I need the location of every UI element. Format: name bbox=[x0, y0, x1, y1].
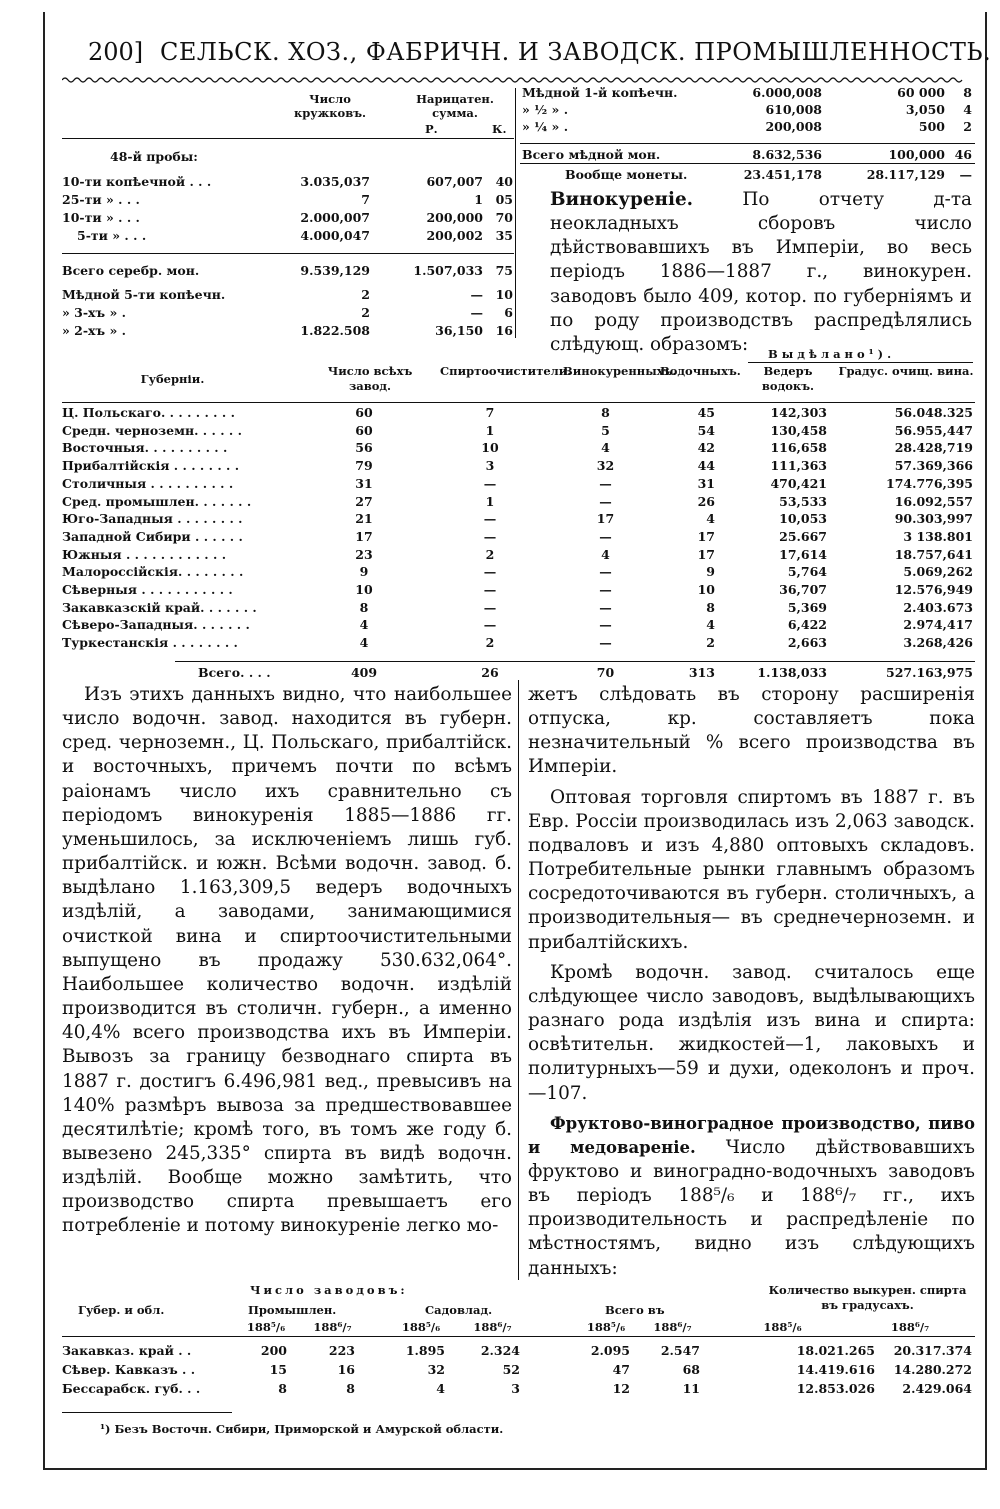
fruit-cell: 12 bbox=[612, 1381, 630, 1396]
distillery-cell: 32 bbox=[596, 458, 615, 474]
distillery-col-header: Спиртоочистители. bbox=[440, 364, 572, 378]
distillery-cell: 10,053 bbox=[779, 511, 827, 527]
coins-row-rub: — bbox=[470, 305, 483, 320]
distillery-cell: — bbox=[483, 475, 497, 491]
distillery-cell: 56 bbox=[355, 440, 373, 456]
fruit-col-region: Губер. и обл. bbox=[78, 1303, 165, 1317]
coins-row-rub: 1 bbox=[474, 192, 483, 207]
coins-right-row-kop: 4 bbox=[963, 102, 972, 117]
distillery-cell: 17 bbox=[697, 546, 715, 562]
distillery-group-rule bbox=[748, 362, 973, 363]
coins-right-row-label: » ½ » . bbox=[522, 102, 569, 117]
fruit-col-sad: Садовлад. bbox=[425, 1303, 493, 1317]
distillery-row-region: Западной Сибири . . . . . . bbox=[62, 528, 243, 544]
coins-row-rub: 1.507,033 bbox=[413, 263, 483, 278]
distillery-cell: — bbox=[599, 564, 612, 580]
distillery-row-region: Закавказскій край. . . . . . . bbox=[62, 599, 257, 615]
distillery-cell: — bbox=[483, 511, 497, 527]
coins-right-row-kop: 8 bbox=[963, 85, 972, 100]
coins-right-row-label: Вообще монеты. bbox=[565, 167, 688, 182]
distillery-cell: 4 bbox=[359, 635, 369, 651]
vinokurenie-heading: Винокуреніе. bbox=[550, 189, 694, 210]
distillery-cell: 79 bbox=[355, 458, 373, 474]
distillery-cell: 8 bbox=[706, 599, 715, 615]
coins-header-rule bbox=[62, 138, 514, 139]
distillery-cell: 4 bbox=[359, 617, 369, 633]
body-right-p4 bbox=[528, 1112, 975, 1281]
coins-row-kop: 70 bbox=[495, 210, 513, 225]
distillery-cell: — bbox=[599, 493, 612, 509]
coins-row-count: 4.000,047 bbox=[300, 228, 370, 243]
distillery-cell: 23 bbox=[355, 546, 373, 562]
distillery-cell: 142,303 bbox=[770, 405, 827, 420]
distillery-cell: — bbox=[599, 599, 612, 615]
footnote-rule bbox=[62, 1412, 232, 1413]
coins-right-row-rub: 3,050 bbox=[905, 102, 945, 117]
fruit-cell: 20.317.374 bbox=[893, 1343, 972, 1358]
fruit-cell: 1.895 bbox=[405, 1343, 445, 1358]
distillery-total-cell: 1.138,033 bbox=[757, 665, 827, 680]
fruit-cell: 68 bbox=[682, 1362, 700, 1377]
coins-row-rub: — bbox=[470, 287, 483, 302]
distillery-total-cell: 26 bbox=[481, 665, 499, 680]
distillery-row-region: Прибалтійскія . . . . . . . . bbox=[62, 458, 240, 474]
body-right-p3: Кромѣ водочн. завод. считалось еще слѣдующее число заводовъ, выдѣлывающихъ разнаго рода издѣлія изъ вина и спирта: освѣтительн. жидкостей—1, лаковыхъ и политурныхъ—59 и духи, одеколонъ и проч.—107. bbox=[528, 961, 975, 1104]
fruit-cell: 3 bbox=[511, 1381, 520, 1396]
coins-row-label: Всего серебр. мон. bbox=[62, 263, 200, 278]
coins-row-label: » 3-хъ » . bbox=[62, 305, 126, 320]
coins-row-kop: 75 bbox=[495, 263, 513, 278]
distillery-row-region: Сѣверныя . . . . . . . . . . . bbox=[62, 582, 233, 597]
coins-row-label: 10-ти копѣечной . . . bbox=[62, 174, 212, 189]
distillery-cell: 6,422 bbox=[787, 617, 827, 633]
distillery-cell: 36,707 bbox=[779, 582, 827, 597]
coins-right-row-rub: 28.117,129 bbox=[866, 167, 945, 182]
body-right-p2: Оптовая торговля спиртомъ въ 1887 г. въ Евр. Россіи производилась изъ 2,063 заводск. подваловъ и изъ 4,880 оптовыхъ складовъ. Потребительные рынки главнымъ образомъ сосредоточиваются въ губерн. столичныхъ, а производительныя— въ среднечерноземн. и прибалтійскихъ. bbox=[528, 786, 975, 953]
fruit-cell: 8 bbox=[278, 1381, 287, 1396]
distillery-cell: 174.776,395 bbox=[886, 475, 973, 491]
distillery-cell: 60 bbox=[355, 422, 373, 438]
fruit-cell: 4 bbox=[436, 1381, 445, 1396]
coins-right-row-count: 23.451,178 bbox=[743, 167, 822, 182]
distillery-row-region: Туркестанскія . . . . . . . . bbox=[62, 635, 238, 651]
coins-right-row-rub: 500 bbox=[918, 119, 945, 134]
distillery-cell: 31 bbox=[355, 475, 373, 491]
page-title: СЕЛЬСК. ХОЗ., ФАБРИЧН. И ЗАВОДСК. ПРОМЫШЛЕННОСТЬ. bbox=[160, 38, 992, 66]
distillery-cell: 26 bbox=[697, 493, 715, 509]
distillery-cell: 12.576,949 bbox=[894, 582, 973, 597]
distillery-cell: 3 138.801 bbox=[903, 528, 973, 544]
coins-right-rule-2 bbox=[520, 163, 975, 164]
coins-row-kop: 40 bbox=[495, 174, 513, 189]
coins-row-kop: 35 bbox=[495, 228, 513, 243]
distillery-cell: 44 bbox=[697, 458, 715, 474]
distillery-cell: 16.092,557 bbox=[894, 493, 973, 509]
distillery-cell: 17,614 bbox=[779, 546, 827, 562]
coins-column-divider bbox=[515, 88, 516, 338]
distillery-cell: 17 bbox=[355, 528, 373, 544]
distillery-cell: 1 bbox=[485, 493, 495, 509]
body-left-paragraph: Изъ этихъ данныхъ видно, что наибольшее число водочн. завод. находится въ губерн. сред. черноземн., Ц. Польскаго, прибалтійск. и восточныхъ, причемъ почти по всѣмъ раіонамъ число ихъ сравнительно съ періодомъ винокуренія 1885—1886 гг. уменьшилось, за исключеніемъ лишь губ. прибалтійск. и южн. Всѣми водочн. завод. б. выдѣлано 1.163,309,5 ведеръ водочныхъ издѣлій, а заводами, занимающимися очисткой вина и спиртоочистительными выпущено въ продажу 530.632,064°. Наибольшее количество водочн. издѣлій производится въ столичн. губерн., а именно 40,4% всего производства ихъ въ Имперіи. Вывозъ за границу безводнаго спирта въ 1887 г. достигъ 6.496,981 вед., превысивъ на 140% размѣръ вывоза за предшествовавшее десятилѣтіе; кромѣ того, въ томъ же году б. вывезено 245,335° спирта въ видѣ водочн. издѣлій. Вообще можно замѣтить, что производство спирта превышаетъ его потребленіе и потому винокуреніе легко мо- bbox=[62, 684, 512, 1237]
coins-row-label: » 2-хъ » . bbox=[62, 323, 126, 338]
distillery-row-region: Южныя . . . . . . . . . . . . bbox=[62, 546, 227, 562]
distillery-row-region: Столичныя . . . . . . . . . . bbox=[62, 475, 234, 491]
coins-right-row-label: Мѣдной 1-й копѣечн. bbox=[522, 85, 678, 100]
coins-right-row-label: Всего мѣдной мон. bbox=[522, 147, 661, 162]
coins-col-rub-header: Р. bbox=[425, 122, 438, 136]
distillery-cell: — bbox=[483, 617, 497, 633]
fruit-cell: 15 bbox=[269, 1362, 287, 1377]
distillery-cell: 7 bbox=[485, 405, 495, 420]
body-right-column bbox=[528, 683, 975, 1281]
fruit-year-header: 188⁶/₇ bbox=[473, 1320, 512, 1334]
distillery-cell: 4 bbox=[706, 511, 715, 527]
distillery-cell: — bbox=[483, 599, 497, 615]
distillery-cell: 28.428,719 bbox=[894, 440, 973, 456]
distillery-total-label: Всего. . . . bbox=[198, 665, 271, 680]
distillery-cell: 3.268,426 bbox=[903, 635, 973, 651]
distillery-cell: 5,369 bbox=[787, 599, 827, 615]
distillery-cell: — bbox=[599, 582, 612, 597]
fruit-row-region: Сѣвер. Кавказъ . . bbox=[62, 1362, 196, 1377]
fruit-col-total: Всего въ bbox=[605, 1303, 665, 1317]
fruit-cell: 32 bbox=[427, 1362, 445, 1377]
distillery-cell: 18.757,641 bbox=[894, 546, 973, 562]
distillery-cell: 116,658 bbox=[770, 440, 827, 456]
distillery-cell: 5.069,262 bbox=[903, 564, 973, 580]
fruit-cell: 2.429.064 bbox=[902, 1381, 972, 1396]
body-right-p1: жетъ слѣдовать въ сторону расширенія отпуска, кр. составляетъ пока незначительный % всего производства въ Имперіи. bbox=[528, 684, 975, 778]
body-column-divider bbox=[518, 680, 519, 1280]
distillery-cell: 2 bbox=[485, 546, 495, 562]
footnote: ¹) Безъ Восточн. Сибири, Приморской и Амурской области. bbox=[100, 1422, 504, 1436]
distillery-col-header: Градус. очищ. вина. bbox=[838, 364, 974, 378]
distillery-cell: 5 bbox=[601, 422, 610, 438]
fruit-cell: 8 bbox=[346, 1381, 355, 1396]
fruit-cell: 2.547 bbox=[660, 1343, 700, 1358]
coins-right-row-rub: 60 000 bbox=[897, 85, 945, 100]
coins-right-rule-1 bbox=[520, 143, 975, 144]
distillery-cell: 90.303,997 bbox=[894, 511, 973, 527]
distillery-cell: 54 bbox=[697, 422, 715, 438]
fruit-year-header: 188⁶/₇ bbox=[653, 1320, 692, 1334]
distillery-cell: 56.955,447 bbox=[894, 422, 973, 438]
coins-row-count: 7 bbox=[361, 192, 370, 207]
distillery-cell: 57.369,366 bbox=[894, 458, 973, 474]
header-wavy-rule bbox=[62, 76, 967, 84]
fruit-row-region: Бессарабск. губ. . . bbox=[62, 1381, 201, 1396]
fruit-year-header: 188⁶/₇ bbox=[313, 1320, 352, 1334]
coins-row-label: Мѣдной 5-ти копѣечн. bbox=[62, 287, 226, 302]
distillery-cell: — bbox=[599, 635, 612, 651]
distillery-cell: 56.048.325 bbox=[894, 405, 973, 420]
coins-col-kop-header: К. bbox=[492, 122, 507, 136]
vinokurenie-intro-text: По отчету д-та неокладныхъ сборовъ число дѣйствовавшихъ въ Имперіи, во весь періодъ 1886—1887 г., винокурен. заводовъ было 409, котор. по губерніямъ и по роду производствъ распредѣлялись слѣдующ. образомъ: bbox=[550, 189, 972, 355]
fruit-cell: 18.021.265 bbox=[796, 1343, 875, 1358]
distillery-total-rule bbox=[175, 661, 975, 662]
distillery-row-region: Ц. Польскаго. . . . . . . . . bbox=[62, 405, 235, 420]
body-left-column bbox=[62, 683, 512, 1239]
distillery-cell: 27 bbox=[355, 493, 373, 509]
distillery-cell: 25.667 bbox=[779, 528, 827, 544]
distillery-row-region: Восточныя. . . . . . . . . . bbox=[62, 440, 228, 456]
fruit-cell: 11 bbox=[682, 1381, 700, 1396]
coins-row-label: 25-ти » . . . bbox=[62, 192, 140, 207]
distillery-cell: 4 bbox=[601, 546, 610, 562]
fruit-year-header: 188⁵/₆ bbox=[401, 1320, 441, 1334]
distillery-cell: 4 bbox=[601, 440, 610, 456]
distillery-cell: 9 bbox=[359, 564, 369, 580]
distillery-cell: 10 bbox=[697, 582, 715, 597]
distillery-row-region: Юго-Западныя . . . . . . . . bbox=[62, 511, 243, 527]
page-number: 200] bbox=[88, 38, 144, 66]
coins-row-count: 3.035,037 bbox=[300, 174, 370, 189]
distillery-cell: 4 bbox=[706, 617, 715, 633]
distillery-cell: 2 bbox=[706, 635, 715, 651]
fruit-cell: 12.853.026 bbox=[796, 1381, 875, 1396]
coins-right-row-kop: 2 bbox=[963, 119, 972, 134]
distillery-total-cell: 70 bbox=[596, 665, 615, 680]
vinokurenie-intro bbox=[550, 188, 972, 357]
distillery-row-region: Сред. промышлен. . . . . . . bbox=[62, 493, 252, 509]
distillery-total-cell: 409 bbox=[350, 665, 378, 680]
distillery-cell: 45 bbox=[697, 405, 715, 420]
distillery-cell: 2 bbox=[485, 635, 495, 651]
distillery-cell: 1 bbox=[485, 422, 495, 438]
distillery-cell: 9 bbox=[706, 564, 715, 580]
distillery-cell: — bbox=[483, 564, 497, 580]
coins-row-kop: 10 bbox=[495, 287, 513, 302]
fruit-heading: Фруктово-виноградное производство, пиво и медовареніе. bbox=[528, 1113, 975, 1157]
distillery-cell: — bbox=[483, 582, 497, 597]
coins-right-row-kop: 46 bbox=[954, 147, 972, 162]
fruit-cell: 2.324 bbox=[480, 1343, 520, 1358]
distillery-cell: 8 bbox=[601, 405, 610, 420]
coins-row-kop: 05 bbox=[495, 192, 513, 207]
coins-row-count: 2 bbox=[361, 305, 370, 320]
coins-row-rub: 200,000 bbox=[426, 210, 483, 225]
distillery-cell: 10 bbox=[481, 440, 499, 456]
distillery-cell: 42 bbox=[697, 440, 715, 456]
coins-col-sum-header: Нарицатен. сумма. bbox=[416, 92, 494, 120]
coins-row-count: 9.539,129 bbox=[300, 263, 370, 278]
distillery-col-header: Винокуренныхъ. bbox=[563, 364, 677, 378]
distillery-header-rule bbox=[62, 402, 975, 403]
coins-row-rub: 36,150 bbox=[435, 323, 483, 338]
distillery-total-cell: 527.163,975 bbox=[886, 665, 973, 680]
fruit-cell: 223 bbox=[328, 1343, 355, 1358]
distillery-cell: 2.403.673 bbox=[903, 599, 973, 615]
distillery-cell: 5,764 bbox=[787, 564, 827, 580]
coins-row-label: 5-ти » . . . bbox=[77, 228, 147, 243]
coins-right-row-rub: 100,000 bbox=[888, 147, 945, 162]
distillery-cell: 2.974,417 bbox=[903, 617, 973, 633]
distillery-cell: — bbox=[599, 617, 612, 633]
distillery-col-header: Губерніи. bbox=[140, 372, 205, 386]
coins-row-rub: 607,007 bbox=[426, 174, 483, 189]
fruit-row-region: Закавказ. край . . bbox=[62, 1343, 192, 1358]
distillery-cell: 21 bbox=[355, 511, 373, 527]
coins-row-count: 2 bbox=[361, 287, 370, 302]
fruit-cell: 52 bbox=[502, 1362, 520, 1377]
distillery-col-header: Ведеръ водокъ. bbox=[761, 364, 815, 393]
distillery-cell: 60 bbox=[355, 405, 373, 420]
distillery-row-region: Сѣверо-Западныя. . . . . . . bbox=[62, 617, 250, 633]
fruit-group-count-header: Число заводовъ: bbox=[250, 1283, 408, 1297]
coins-row-kop: 16 bbox=[495, 323, 513, 338]
coins-row-count: 1.822.508 bbox=[300, 323, 370, 338]
coins-col-count-header: Число кружковъ. bbox=[293, 92, 367, 120]
fruit-cell: 47 bbox=[612, 1362, 630, 1377]
distillery-col-header: Водочныхъ. bbox=[660, 364, 741, 378]
coins-row-count: 2.000,007 bbox=[300, 210, 370, 225]
distillery-cell: 10 bbox=[355, 582, 373, 597]
fruit-year-header: 188⁵/₆ bbox=[246, 1320, 286, 1334]
fruit-cell: 200 bbox=[260, 1343, 287, 1358]
distillery-cell: 2,663 bbox=[787, 635, 827, 651]
coins-right-row-label: » ¼ » . bbox=[522, 119, 569, 134]
distillery-cell: 17 bbox=[596, 511, 615, 527]
fruit-cell: 16 bbox=[337, 1362, 355, 1377]
fruit-cell: 2.095 bbox=[590, 1343, 630, 1358]
coins-left-row-label: 48-й пробы: bbox=[110, 149, 198, 164]
fruit-col-prom: Промышлен. bbox=[248, 1303, 337, 1317]
distillery-row-region: Средн. черноземн. . . . . . bbox=[62, 422, 242, 438]
coins-row-kop: 6 bbox=[504, 305, 513, 320]
distillery-cell: 470,421 bbox=[770, 475, 827, 491]
distillery-cell: 130,458 bbox=[770, 422, 827, 438]
distillery-cell: 3 bbox=[485, 458, 495, 474]
distillery-total-cell: 313 bbox=[688, 665, 715, 680]
distillery-group-header: Выдѣлано¹). bbox=[768, 347, 896, 361]
fruit-header-rule bbox=[62, 1336, 975, 1337]
fruit-cell: 14.280.272 bbox=[893, 1362, 972, 1377]
coins-right-row-kop: — bbox=[959, 167, 972, 182]
coins-right-row-count: 6.000,008 bbox=[752, 85, 822, 100]
distillery-cell: 31 bbox=[697, 475, 715, 491]
distillery-cell: 8 bbox=[359, 599, 369, 615]
coins-right-row-count: 200,008 bbox=[765, 119, 822, 134]
distillery-cell: — bbox=[483, 528, 497, 544]
fruit-year-header: 188⁶/₇ bbox=[890, 1320, 930, 1334]
distillery-cell: 53,533 bbox=[779, 493, 827, 509]
distillery-cell: 17 bbox=[697, 528, 715, 544]
fruit-year-header: 188⁵/₆ bbox=[763, 1320, 802, 1334]
coins-row-label: 10-ти » . . . bbox=[62, 210, 140, 225]
coins-subtotal-rule bbox=[62, 253, 514, 254]
fruit-intro-text: Число дѣйствовавшихъ фруктово и виноградно-водочныхъ заводовъ въ періодъ 188⁵/₆ и 188⁶/₇ гг., ихъ производительность и распредѣленіе по мѣстностямъ, видно изъ слѣдующихъ данныхъ: bbox=[528, 1136, 975, 1279]
coins-row-rub: 200,002 bbox=[426, 228, 483, 243]
fruit-group-spirit-header: Количество выкурен. спирта въ градусахъ. bbox=[768, 1283, 967, 1312]
distillery-cell: — bbox=[599, 528, 612, 544]
coins-right-row-count: 8.632,536 bbox=[752, 147, 822, 162]
distillery-cell: — bbox=[599, 475, 612, 491]
distillery-col-header: Число всѣхъ завод. bbox=[327, 364, 413, 393]
fruit-cell: 14.419.616 bbox=[796, 1362, 875, 1377]
fruit-year-header: 188⁵/₆ bbox=[586, 1320, 626, 1334]
coins-right-row-count: 610,008 bbox=[765, 102, 822, 117]
distillery-cell: 111,363 bbox=[770, 458, 827, 474]
distillery-row-region: Малороссійскія. . . . . . . . bbox=[62, 564, 244, 580]
